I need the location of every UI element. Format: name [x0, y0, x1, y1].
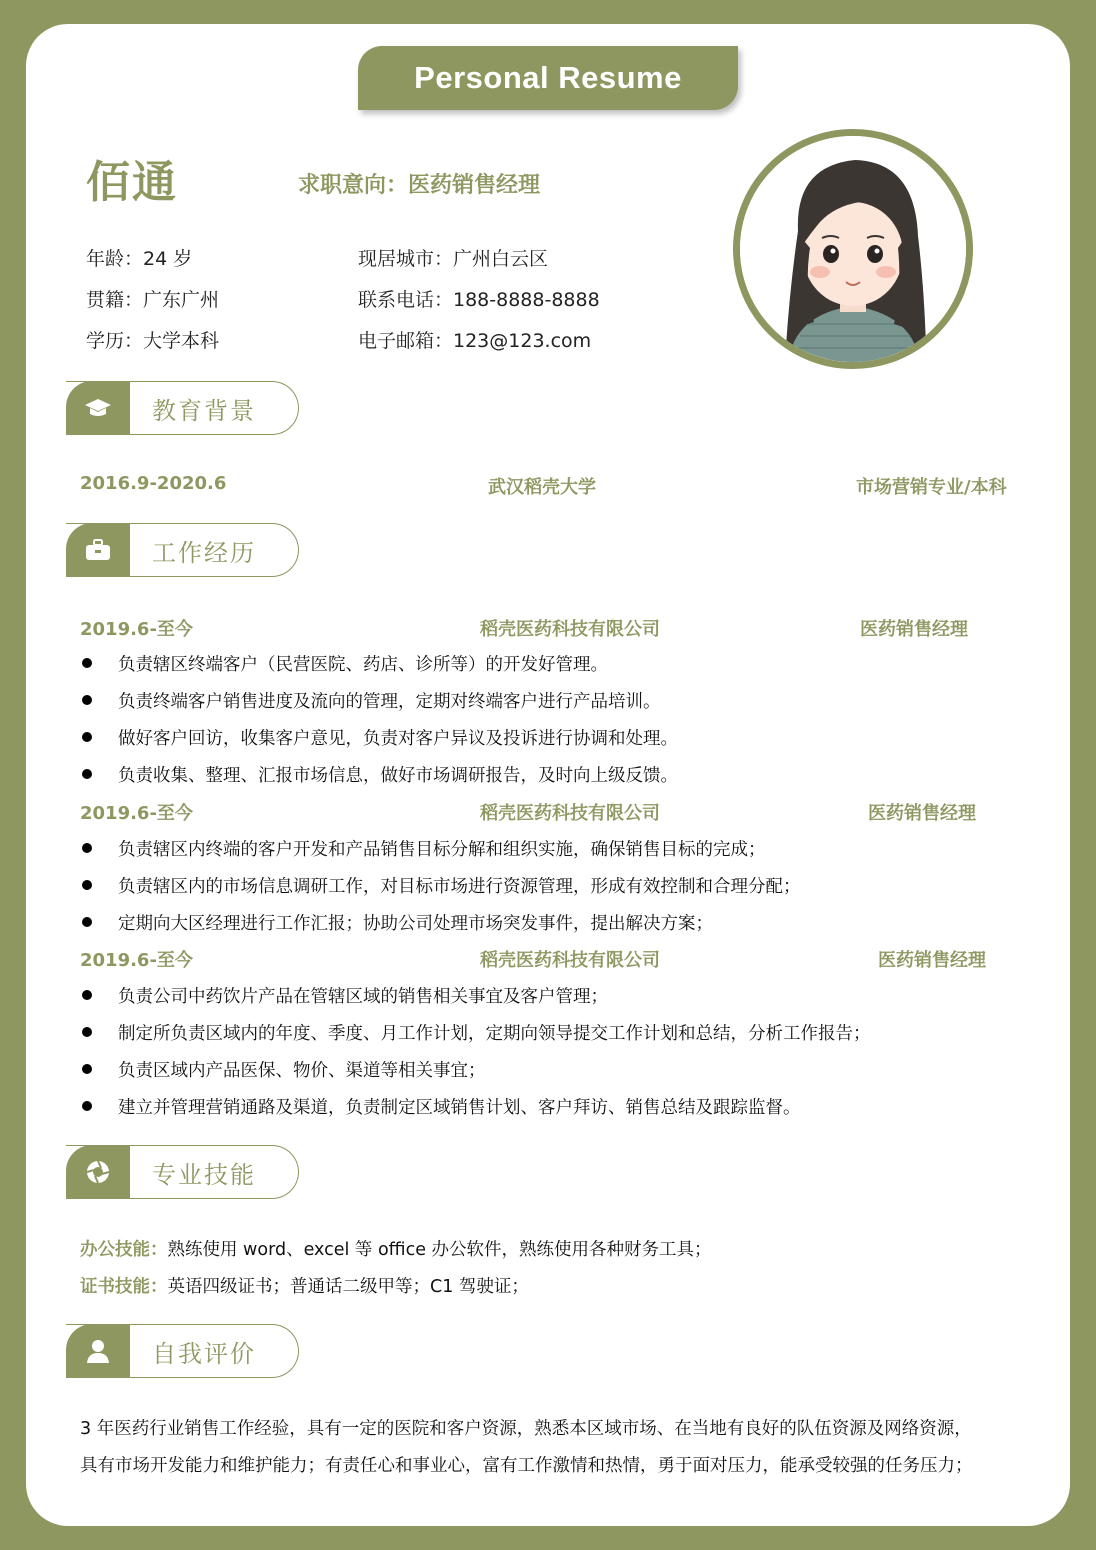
bullet-icon	[82, 990, 92, 1000]
job-duty: 负责公司中药饮片产品在管辖区域的销售相关事宜及客户管理；	[82, 983, 608, 1008]
edu-school: 武汉稻壳大学	[488, 477, 596, 498]
section-self-header	[66, 1324, 300, 1378]
skill-cert: 证书技能：英语四级证书；普通话二级甲等；C1 驾驶证；	[80, 1277, 529, 1297]
info-education: 学历：大学本科	[86, 330, 220, 352]
bullet-icon	[82, 880, 92, 890]
job-duty: 建立并管理营销通路及渠道，负责制定区域销售计划、客户拜访、销售总结及跟踪监督。	[82, 1094, 801, 1119]
job-company: 稻壳医药科技有限公司	[480, 950, 660, 971]
section-title: 自我评价	[152, 1340, 256, 1368]
info-age: 年龄：24 岁	[86, 248, 193, 270]
bullet-icon	[82, 1101, 92, 1111]
bullet-icon	[82, 917, 92, 927]
job-role: 医药销售经理	[860, 619, 968, 640]
job-intent: 求职意向：医药销售经理	[298, 173, 541, 198]
skill-office: 办公技能：熟练使用 word、excel 等 office 办公软件，熟练使用各种财务工具；	[80, 1240, 712, 1260]
aperture-icon	[85, 1159, 111, 1185]
job-period: 2019.6-至今	[80, 619, 193, 640]
job-duty: 负责终端客户销售进度及流向的管理，定期对终端客户进行产品培训。	[82, 688, 661, 713]
job-duty: 做好客户回访，收集客户意见，负责对客户异议及投诉进行协调和处理。	[82, 725, 678, 750]
job-duty: 负责收集、整理、汇报市场信息，做好市场调研报告，及时向上级反馈。	[82, 762, 678, 787]
edu-major: 市场营销专业/本科	[856, 477, 1007, 498]
job-duty: 负责辖区内终端的客户开发和产品销售目标分解和组织实施，确保销售目标的完成；	[82, 836, 766, 861]
edu-period: 2016.9-2020.6	[80, 473, 227, 494]
bullet-icon	[82, 732, 92, 742]
section-title: 教育背景	[152, 397, 256, 425]
briefcase-icon	[85, 539, 111, 561]
info-hometown: 贯籍：广东广州	[86, 289, 220, 311]
resume-banner: Personal Resume	[358, 46, 738, 110]
avatar	[733, 129, 973, 369]
job-role: 医药销售经理	[878, 950, 986, 971]
job-role: 医药销售经理	[868, 803, 976, 824]
info-email: 电子邮箱：123@123.com	[358, 330, 592, 352]
user-icon	[85, 1338, 111, 1364]
bullet-icon	[82, 843, 92, 853]
avatar-illustration	[740, 136, 966, 362]
job-duty: 负责辖区终端客户（民营医院、药店、诊所等）的开发好管理。	[82, 651, 608, 676]
self-eval-line-2: 具有市场开发能力和维护能力；有责任心和事业心，富有工作激情和热情，勇于面对压力，能承受较强的任务压力；	[80, 1456, 973, 1476]
bullet-icon	[82, 769, 92, 779]
section-title: 工作经历	[152, 539, 256, 567]
job-period: 2019.6-至今	[80, 950, 193, 971]
job-duty: 负责辖区内的市场信息调研工作，对目标市场进行资源管理，形成有效控制和合理分配；	[82, 873, 801, 898]
job-company: 稻壳医药科技有限公司	[480, 619, 660, 640]
section-title: 专业技能	[152, 1161, 256, 1189]
graduation-cap-icon	[84, 397, 112, 419]
candidate-name: 佰通	[86, 157, 178, 208]
job-duty: 制定所负责区域内的年度、季度、月工作计划，定期向领导提交工作计划和总结，分析工作报告；	[82, 1020, 871, 1045]
bullet-icon	[82, 1027, 92, 1037]
section-work-header	[66, 523, 300, 577]
section-education-header	[66, 381, 300, 435]
job-duty: 负责区域内产品医保、物价、渠道等相关事宜；	[82, 1057, 486, 1082]
bullet-icon	[82, 658, 92, 668]
bullet-icon	[82, 1064, 92, 1074]
section-skills-header	[66, 1145, 300, 1199]
bullet-icon	[82, 695, 92, 705]
job-company: 稻壳医药科技有限公司	[480, 803, 660, 824]
job-duty: 定期向大区经理进行工作汇报；协助公司处理市场突发事件，提出解决方案；	[82, 910, 713, 935]
self-eval-line-1: 3 年医药行业销售工作经验，具有一定的医院和客户资源，熟悉本区域市场、在当地有良好的队伍资源及网络资源，	[80, 1419, 972, 1439]
job-period: 2019.6-至今	[80, 803, 193, 824]
info-phone: 联系电话：188-8888-8888	[358, 289, 600, 311]
info-city: 现居城市：广州白云区	[358, 248, 549, 270]
